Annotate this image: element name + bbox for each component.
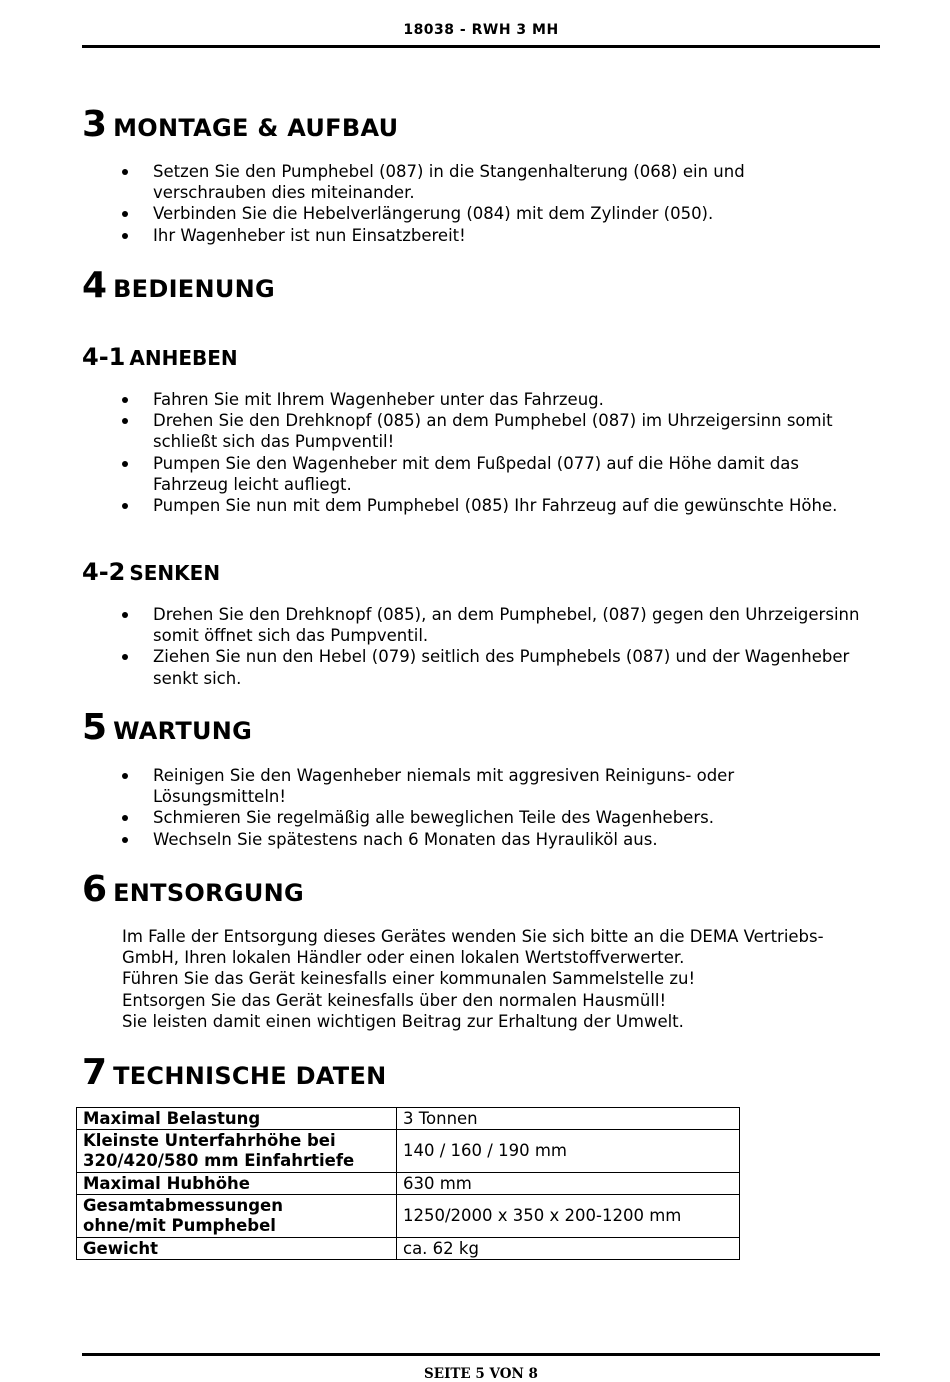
- key-line: 320/420/580 mm Einfahrtiefe: [83, 1151, 355, 1170]
- montage-list: [122, 161, 862, 246]
- page-header: 18038 - RWH 3 MH: [403, 22, 559, 38]
- section-title: BEDIENUNG: [113, 275, 276, 303]
- table-row: [77, 1173, 740, 1195]
- section-number: 4: [82, 265, 108, 306]
- section-number: 5: [82, 707, 108, 748]
- key-line: Maximal Belastung: [83, 1108, 261, 1128]
- key-line: ohne/mit Pumphebel: [83, 1216, 276, 1235]
- table-row: [77, 1195, 740, 1238]
- section-heading-entsorgung: [82, 869, 304, 910]
- wartung-list: [122, 765, 862, 850]
- list-item: Ihr Wagenheber ist nun Einsatzbereit!: [122, 225, 862, 246]
- subsection-title: ANHEBEN: [129, 346, 238, 370]
- technical-data-table: [76, 1107, 740, 1260]
- key-line: Maximal Hubhöhe: [83, 1173, 250, 1193]
- section-title: ENTSORGUNG: [113, 879, 305, 907]
- table-key-cell: [77, 1173, 397, 1195]
- table-value-cell: 1250/2000 x 350 x 200-1200 mm: [397, 1195, 740, 1238]
- list-item: Setzen Sie den Pumphebel (087) in die Stangenhalterung (068) ein und verschrauben dies miteinander.: [122, 161, 862, 203]
- list-item: Ziehen Sie nun den Hebel (079) seitlich des Pumphebels (087) und der Wagenheber senkt sich.: [122, 646, 862, 688]
- section-number: 7: [82, 1052, 108, 1093]
- table-row: [77, 1108, 740, 1130]
- section-heading-wartung: [82, 707, 252, 748]
- section-title: WARTUNG: [113, 717, 253, 745]
- section-heading-technische-daten: [82, 1052, 387, 1093]
- subsection-number: 4-2: [82, 558, 126, 586]
- subsection-heading-senken: [82, 558, 220, 586]
- table-key-cell: [77, 1238, 397, 1260]
- list-item: Drehen Sie den Drehknopf (085), an dem Pumphebel, (087) gegen den Uhrzeigersinn somit öffnet sich das Pumpventil.: [122, 604, 862, 646]
- table-value-cell: 3 Tonnen: [397, 1108, 740, 1130]
- list-item: Pumpen Sie den Wagenheber mit dem Fußpedal (077) auf die Höhe damit das Fahrzeug leicht aufliegt.: [122, 453, 862, 495]
- key-line: Gewicht: [83, 1238, 159, 1258]
- list-item: Reinigen Sie den Wagenheber niemals mit aggresiven Reiniguns- oder Lösungsmitteln!: [122, 765, 862, 807]
- subsection-heading-anheben: [82, 343, 238, 371]
- table-value-cell: 630 mm: [397, 1173, 740, 1195]
- table-key-cell: [77, 1130, 397, 1173]
- table-value-cell: 140 / 160 / 190 mm: [397, 1130, 740, 1173]
- key-line: Kleinste Unterfahrhöhe bei: [83, 1131, 336, 1150]
- list-item: Schmieren Sie regelmäßig alle beweglichen Teile des Wagenhebers.: [122, 807, 862, 828]
- table-row: [77, 1238, 740, 1260]
- text-line: Führen Sie das Gerät keinesfalls einer kommunalen Sammelstelle zu!: [122, 969, 696, 989]
- list-item: Pumpen Sie nun mit dem Pumphebel (085) Ihr Fahrzeug auf die gewünschte Höhe.: [122, 495, 862, 516]
- section-number: 6: [82, 869, 108, 910]
- section-title: TECHNISCHE DATEN: [113, 1062, 387, 1090]
- text-line: Entsorgen Sie das Gerät keinesfalls über den normalen Hausmüll!: [122, 990, 667, 1010]
- section-heading-bedienung: [82, 265, 275, 306]
- anheben-list: [122, 389, 862, 516]
- header-rule: [82, 45, 880, 48]
- text-line: Im Falle der Entsorgung dieses Gerätes wenden Sie sich bitte an die DEMA Vertriebs-: [122, 927, 824, 946]
- text-line: Sie leisten damit einen wichtigen Beitrag zur Erhaltung der Umwelt.: [122, 1011, 684, 1031]
- list-item: Wechseln Sie spätestens nach 6 Monaten das Hyrauliköl aus.: [122, 829, 862, 850]
- senken-list: [122, 604, 862, 689]
- footer-rule: [82, 1353, 880, 1356]
- table-value-cell: ca. 62 kg: [397, 1238, 740, 1260]
- table-row: [77, 1130, 740, 1173]
- list-item: Drehen Sie den Drehknopf (085) an dem Pumphebel (087) im Uhrzeigersinn somit schließt sich das Pumpventil!: [122, 410, 862, 452]
- key-line: Gesamtabmessungen: [83, 1196, 283, 1215]
- table-key-cell: [77, 1108, 397, 1130]
- text-line: GmbH, Ihren lokalen Händler oder einen lokalen Wertstoffverwerter.: [122, 948, 685, 968]
- section-number: 3: [82, 104, 108, 145]
- section-heading-montage: [82, 104, 398, 145]
- list-item: Verbinden Sie die Hebelverlängerung (084) mit dem Zylinder (050).: [122, 203, 862, 224]
- table-key-cell: [77, 1195, 397, 1238]
- subsection-number: 4-1: [82, 343, 126, 371]
- page-footer: SEITE 5 VON 8: [424, 1366, 538, 1382]
- entsorgung-text: [122, 926, 882, 1032]
- list-item: Fahren Sie mit Ihrem Wagenheber unter das Fahrzeug.: [122, 389, 862, 410]
- subsection-title: SENKEN: [129, 561, 221, 585]
- section-title: MONTAGE & AUFBAU: [113, 114, 399, 142]
